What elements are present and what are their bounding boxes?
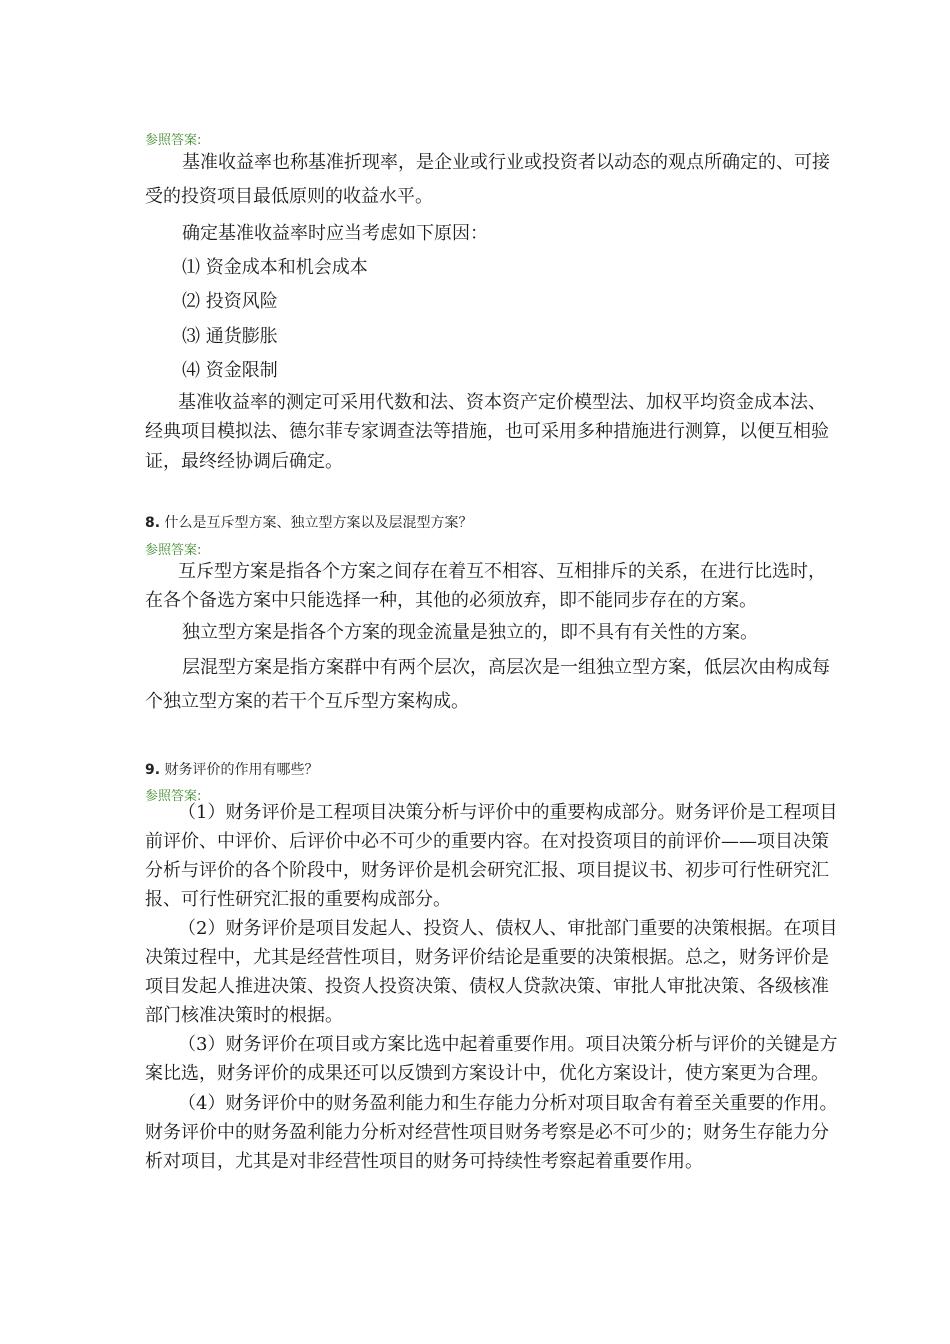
paragraph-line: 独立型方案是指各个方案的现金流量是独立的，即不具有有关性的方案。 <box>182 622 758 643</box>
question-number: 8. <box>145 515 161 531</box>
answer-label: 参照答案: <box>145 789 202 804</box>
paragraph-line: 基准收益率的测定可采用代数和法、资本资产定价模型法、加权平均资金成本法、 <box>178 392 826 413</box>
paragraph-line: 个独立型方案的若干个互斥型方案构成。 <box>145 691 469 712</box>
paragraph-line: 互斥型方案是指各个方案之间存在着互不相容、互相排斥的关系，在进行比选时， <box>178 561 826 582</box>
paragraph-line: （2）财务评价是项目发起人、投资人、债权人、审批部门重要的决策根据。在项目 <box>178 918 838 939</box>
paragraph-line: 在各个备选方案中只能选择一种，其他的必须放弃，即不能同步存在的方案。 <box>145 590 757 611</box>
paragraph-line: 决策过程中，尤其是经营性项目，财务评价结论是重要的决策根据。总之，财务评价是 <box>145 947 829 968</box>
question-number: 9. <box>145 762 161 778</box>
paragraph-line: 部门核准决策时的根据。 <box>145 1005 343 1026</box>
list-item: ⑵ 投资风险 <box>182 291 278 312</box>
paragraph-line: （4）财务评价中的财务盈利能力和生存能力分析对项目取舍有着至关重要的作用。 <box>178 1093 838 1114</box>
paragraph-line: 前评价、中评价、后评价中必不可少的重要内容。在对投资项目的前评价——项目决策 <box>145 831 829 852</box>
paragraph-line: 确定基准收益率时应当考虑如下原因： <box>182 223 488 244</box>
question-text: 什么是互斥型方案、独立型方案以及层混型方案？ <box>164 515 473 531</box>
paragraph-line: 基准收益率也称基准折现率，是企业或行业或投资者以动态的观点所确定的、可接 <box>182 152 830 173</box>
paragraph-line: 经典项目模拟法、德尔菲专家调查法等措施，也可采用多种措施进行测算，以便互相验 <box>145 421 829 442</box>
paragraph-line: 证，最终经协调后确定。 <box>145 451 343 472</box>
question-8 <box>145 512 473 532</box>
answer-label: 参照答案: <box>145 133 202 148</box>
paragraph-line: 析对项目，尤其是对非经营性项目的财务可持续性考察起着重要作用。 <box>145 1151 703 1172</box>
paragraph-line: （3）财务评价在项目或方案比选中起着重要作用。项目决策分析与评价的关键是方 <box>178 1034 838 1055</box>
paragraph-line: 财务评价中的财务盈利能力分析对经营性项目财务考察是必不可少的；财务生存能力分 <box>145 1122 829 1143</box>
question-9 <box>145 759 319 779</box>
paragraph-line: 报、可行性研究汇报的重要构成部分。 <box>145 889 451 910</box>
paragraph-line: 层混型方案是指方案群中有两个层次，高层次是一组独立型方案，低层次由构成每 <box>182 657 830 678</box>
paragraph-line: （1）财务评价是工程项目决策分析与评价中的重要构成部分。财务评价是工程项目 <box>178 802 838 823</box>
paragraph-line: 项目发起人推进决策、投资人投资决策、债权人贷款决策、审批人审批决策、各级核准 <box>145 976 829 997</box>
paragraph-line: 案比选，财务评价的成果还可以反馈到方案设计中，优化方案设计，使方案更为合理。 <box>145 1063 829 1084</box>
question-text: 财务评价的作用有哪些？ <box>164 762 319 778</box>
list-item: ⑷ 资金限制 <box>182 360 278 381</box>
list-item: ⑴ 资金成本和机会成本 <box>182 257 368 278</box>
answer-label: 参照答案: <box>145 543 202 558</box>
paragraph-line: 受的投资项目最低原则的收益水平。 <box>145 186 433 207</box>
list-item: ⑶ 通货膨胀 <box>182 326 278 347</box>
paragraph-line: 分析与评价的各个阶段中，财务评价是机会研究汇报、项目提议书、初步可行性研究汇 <box>145 860 829 881</box>
